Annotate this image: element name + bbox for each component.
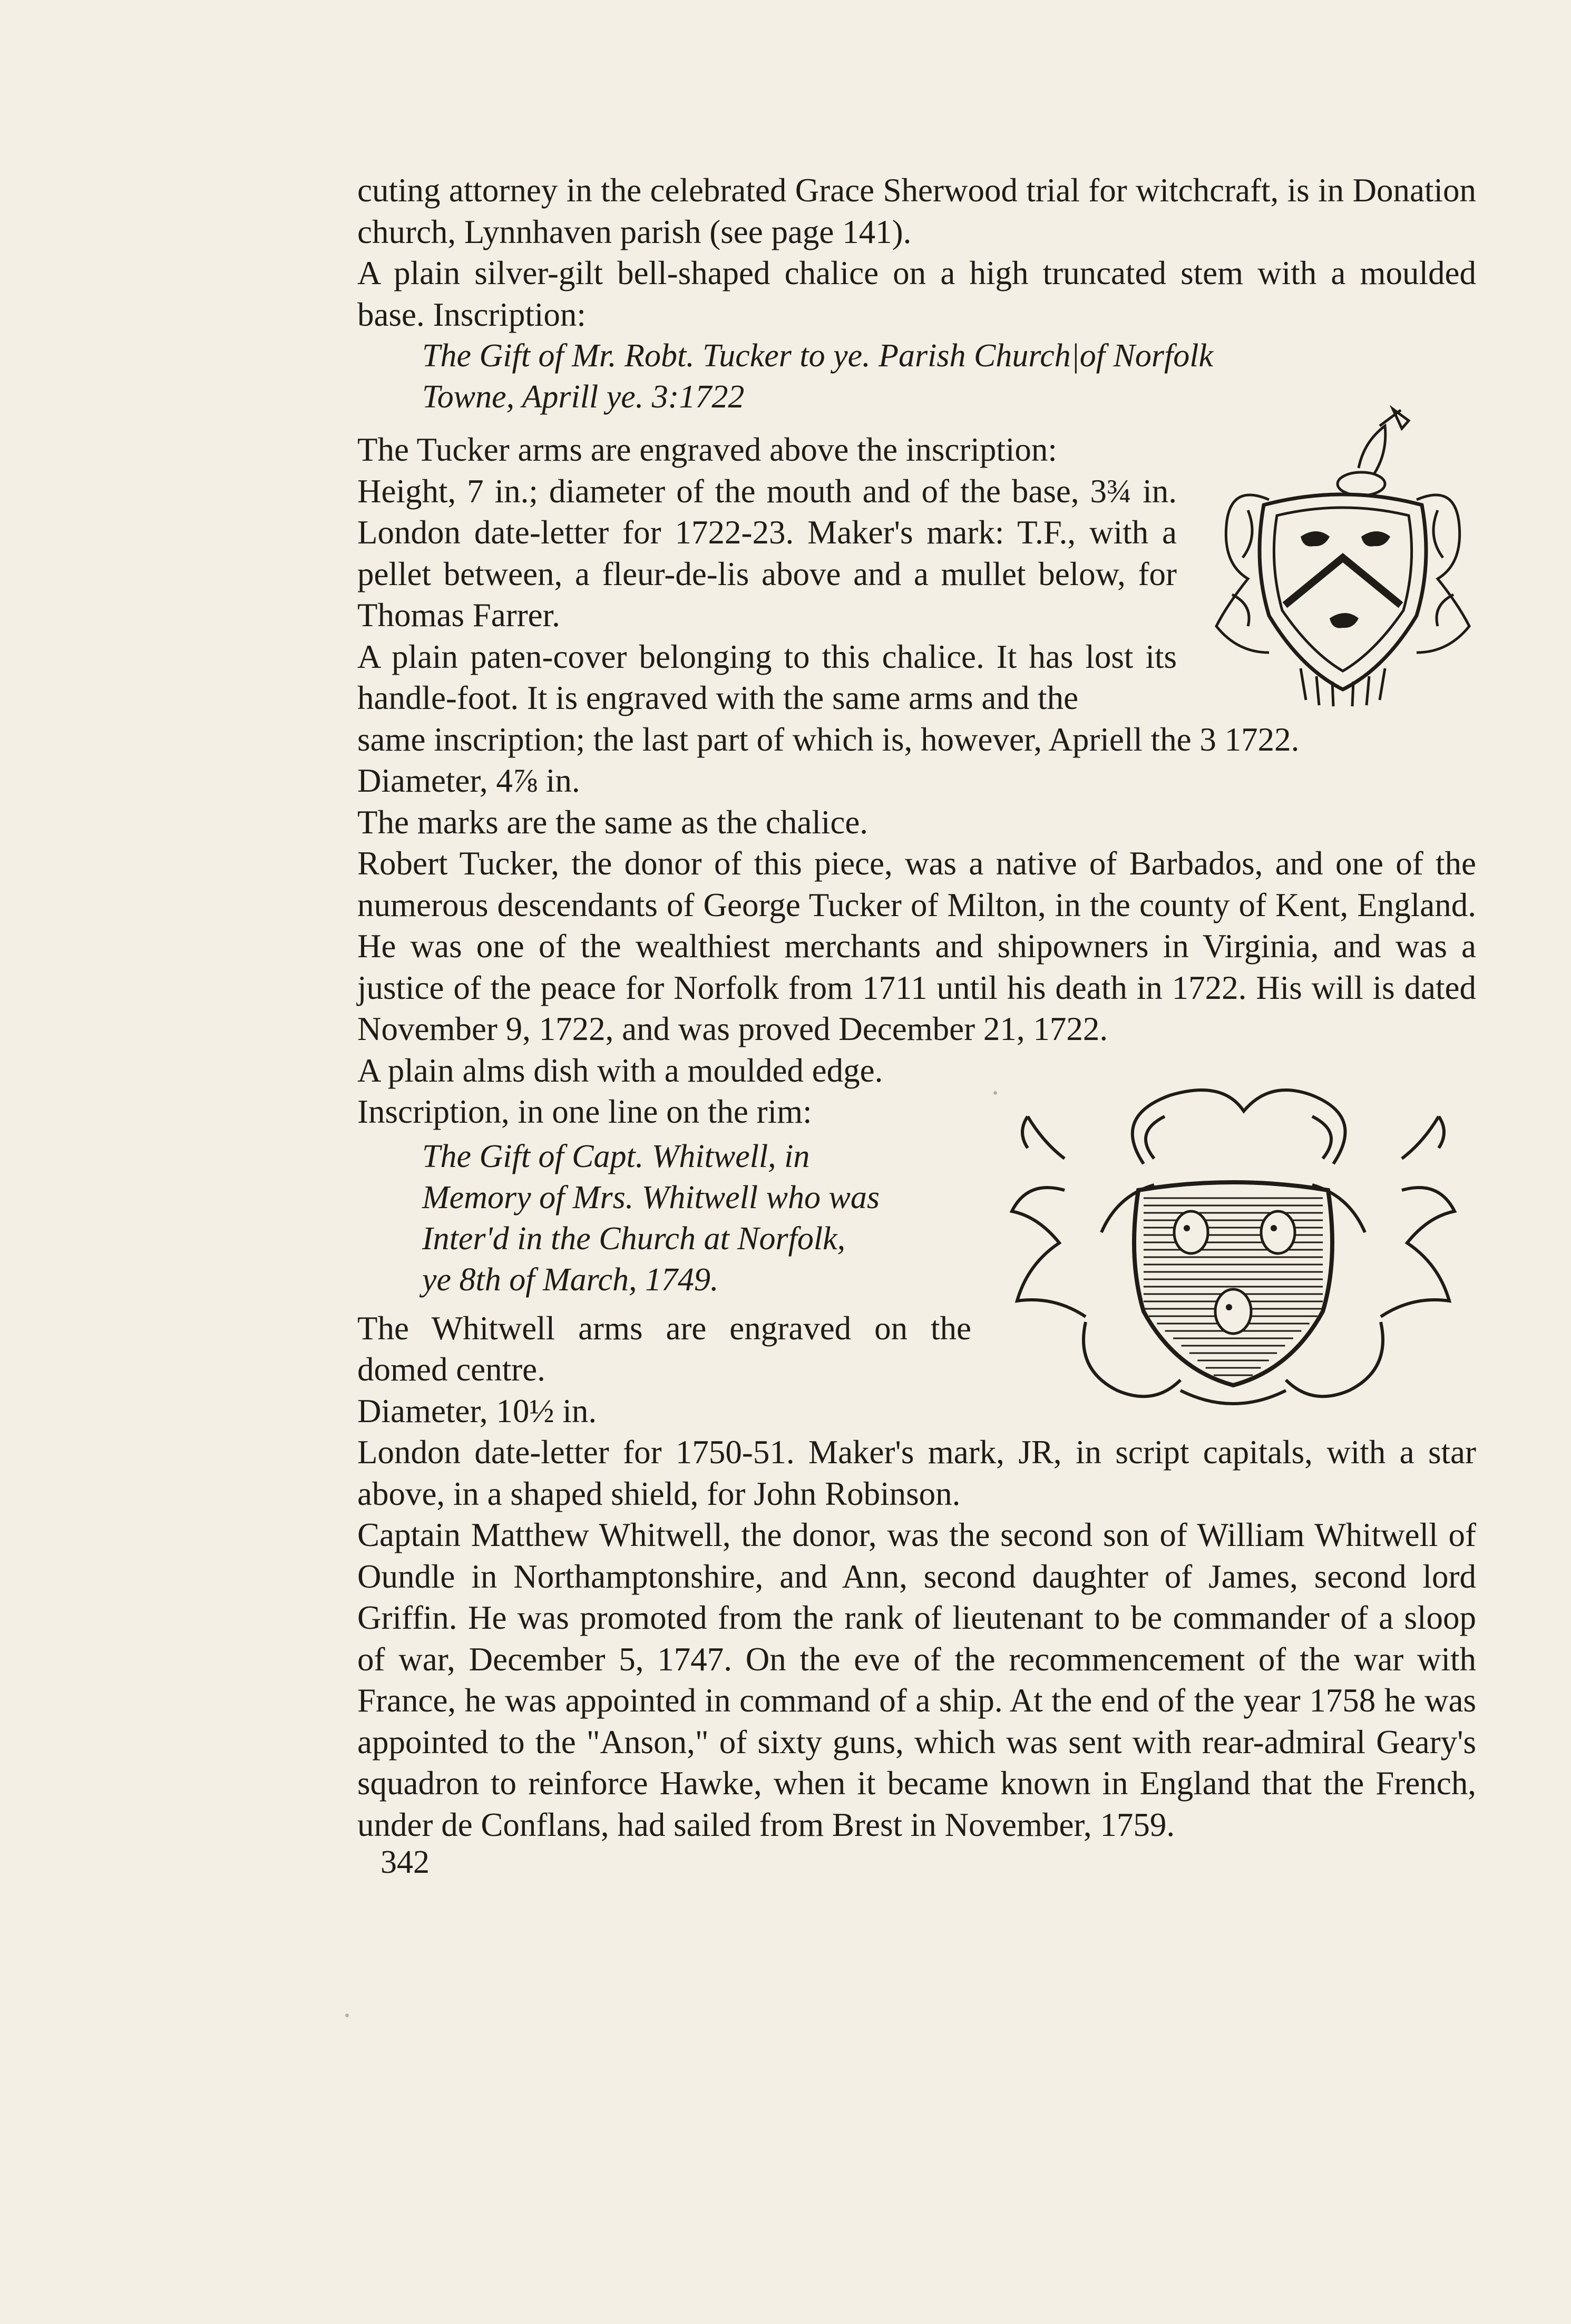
paragraph-paten-inscription: same inscription; the last part of which is, however, Apriell the 3 1722. <box>357 721 1300 758</box>
whitwell-inscription-line-4: ye 8th of March, 1749. <box>422 1261 719 1298</box>
paragraph-robert-tucker: Robert Tucker, the donor of this piece, was a native of Barbados, and one of the numerous descendants of George Tucker of Milton, in the county of Kent, England. He was one of the wealthiest merchants and shipowners in Virginia, and was a justice of the peace for Norfolk from 1711 until his death in 1722. His will is dated November 9, 1722, and was proved December 21, 1722. <box>357 845 1476 1047</box>
paragraph-paten-cover: A plain paten-cover belonging to this chalice. It has lost its handle-foot. It is engraved with the same arms and the <box>357 638 1177 716</box>
paper-speck <box>345 2014 349 2017</box>
whitwell-inscription-line-1: The Gift of Capt. Whitwell, in <box>422 1138 810 1174</box>
tucker-inscription-line-1: The Gift of Mr. Robt. Tucker to ye. Parish Church|of Norfolk <box>422 338 1213 374</box>
paragraph-alms-date-letter: London date-letter for 1750-51. Maker's mark, JR, in script capitals, with a star above, in a shaped shield, for John Robinson. <box>357 1434 1476 1512</box>
paragraph-paten-diameter: Diameter, 4⅞ in. <box>357 762 580 799</box>
paragraph-matthew-whitwell: Captain Matthew Whitwell, the donor, was the second son of William Whitwell of Oundle in Northamptonshire, and Ann, second daughter of James, second lord Griffin. He was promoted from the rank of lieutenant to be commander of a sloop of war, December 5, 1747. On the eve of the recommencement of the war with France, he was appointed in command of a ship. At the end of the year 1758 he was appointed to the "Anson," of sixty guns, which was sent with rear-admiral Geary's squadron to reinforce Hawke, when it became known in England that the French, under de Conflans, had sailed from Brest in November, 1759. <box>357 1516 1476 1843</box>
paragraph-whitwell-arms: The Whitwell arms are engraved on the domed centre. <box>357 1309 971 1388</box>
paper-speck <box>993 1091 997 1095</box>
whitwell-inscription <box>422 1136 923 1300</box>
paragraph-chalice-measurements: Height, 7 in.; diameter of the mouth and of the base, 3¾ in. London date-letter for 1722-23. Maker's mark: T.F., with a pellet between, a fleur-de-lis above and a mullet below, for Thomas Farrer. <box>357 472 1177 634</box>
tucker-inscription-line-2: Towne, Aprill ye. 3:1722 <box>422 379 745 415</box>
paragraph-chalice-description: A plain silver-gilt bell-shaped chalice on a high truncated stem with a moulded base. Inscription: <box>357 255 1476 333</box>
paragraph-witchcraft-trial: cuting attorney in the celebrated Grace Sherwood trial for witchcraft, is in Donation church, Lynnhaven parish (see page 141). <box>357 172 1476 250</box>
whitwell-coat-of-arms-icon <box>996 1074 1470 1422</box>
whitwell-inscription-line-3: Inter'd in the Church at Norfolk, <box>422 1220 846 1257</box>
paragraph-paten-marks: The marks are the same as the chalice. <box>357 803 869 841</box>
paragraph-alms-dish: A plain alms dish with a moulded edge. <box>357 1052 883 1089</box>
paragraph-alms-diameter: Diameter, 10½ in. <box>357 1392 597 1430</box>
whitwell-inscription-line-2: Memory of Mrs. Whitwell who was <box>422 1179 880 1216</box>
tucker-coat-of-arms-icon <box>1185 405 1474 708</box>
page-number: 342 <box>380 1844 430 1880</box>
paragraph-alms-inscription-intro: Inscription, in one line on the rim: <box>357 1093 812 1130</box>
paragraph-tucker-arms: The Tucker arms are engraved above the inscription: <box>357 431 1057 468</box>
